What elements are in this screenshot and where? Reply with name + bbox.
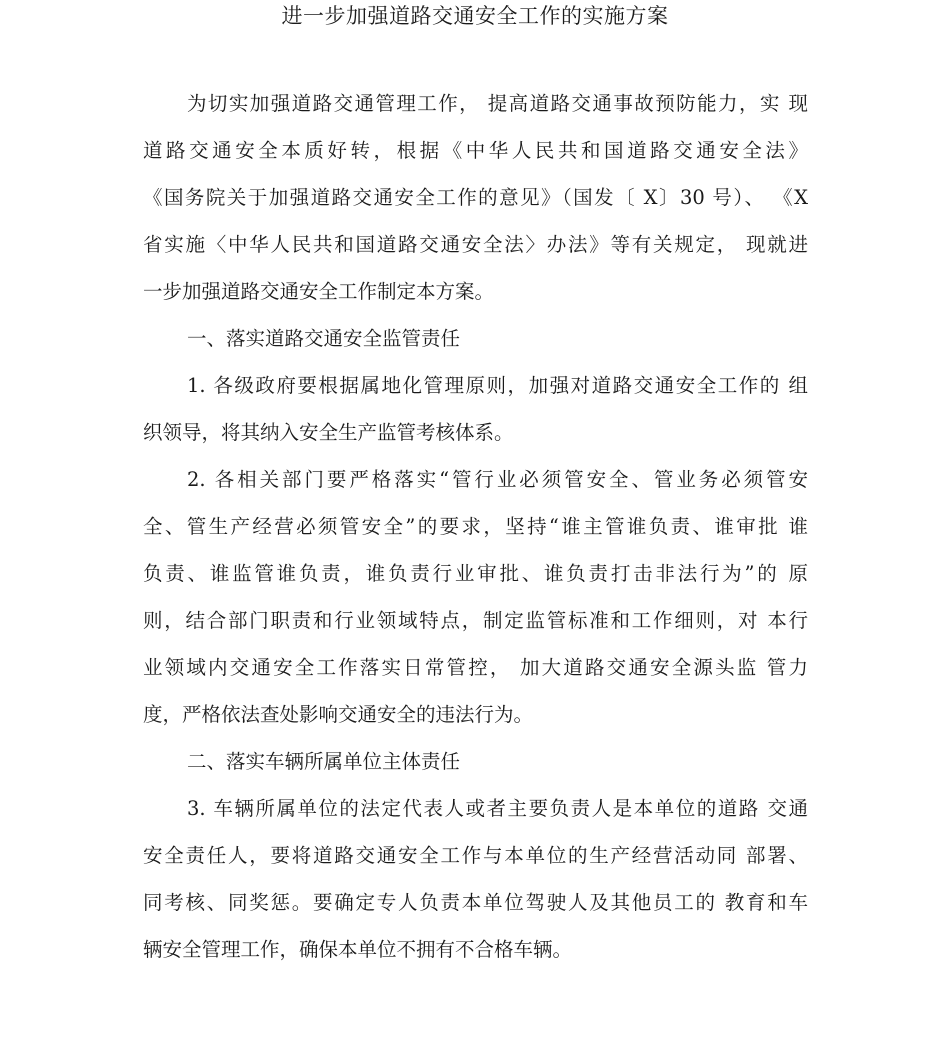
body-line: 度，严格依法查处影响交通安全的违法行为。 <box>143 703 534 726</box>
body-line: 2. 各相关部门要严格落实“管行业必须管安全、管业务必须管安 <box>187 468 808 491</box>
body-line: 织领导，将其纳入安全生产监管考核体系。 <box>143 421 514 444</box>
body-line: 同考核、同奖惩。要确定专人负责本单位驾驶人及其他员工的 教育和车 <box>143 891 808 914</box>
body-line: 道路交通安全本质好转，根据《中华人民共和国道路交通安全法》 <box>143 139 808 162</box>
document-title: 进一步加强道路交通安全工作的实施方案 <box>281 4 669 28</box>
body-line: 则，结合部门职责和行业领域特点，制定监管标准和工作细则，对 本行 <box>143 609 808 632</box>
body-line: 全、管生产经营必须管安全”的要求，坚持“谁主管谁负责、谁审批 谁 <box>143 515 808 538</box>
body-line: 辆安全管理工作，确保本单位不拥有不合格车辆。 <box>143 938 573 961</box>
body-line: 省实施〈中华人民共和国道路交通安全法〉办法》等有关规定， 现就进 <box>143 233 808 256</box>
body-line: 一步加强道路交通安全工作制定本方案。 <box>143 280 495 303</box>
section-heading: 一、落实道路交通安全监管责任 <box>187 327 461 350</box>
body-line: 负责、谁监管谁负责，谁负责行业审批、谁负责打击非法行为”的 原 <box>143 562 808 585</box>
body-line: 安全责任人，要将道路交通安全工作与本单位的生产经营活动同 部署、 <box>143 844 808 867</box>
body-line: 业领域内交通安全工作落实日常管控， 加大道路交通安全源头监 管力 <box>143 656 808 679</box>
body-line: 3. 车辆所属单位的法定代表人或者主要负责人是本单位的道路 交通 <box>187 797 808 820</box>
section-heading: 二、落实车辆所属单位主体责任 <box>187 750 461 773</box>
document-body <box>143 80 808 973</box>
body-line: 1. 各级政府要根据属地化管理原则，加强对道路交通安全工作的 组 <box>187 374 808 397</box>
body-line: 《国务院关于加强道路交通安全工作的意见》（国发〔 X〕30 号）、 《X <box>143 186 808 209</box>
body-line: 为切实加强道路交通管理工作， 提高道路交通事故预防能力，实 现 <box>187 92 808 115</box>
